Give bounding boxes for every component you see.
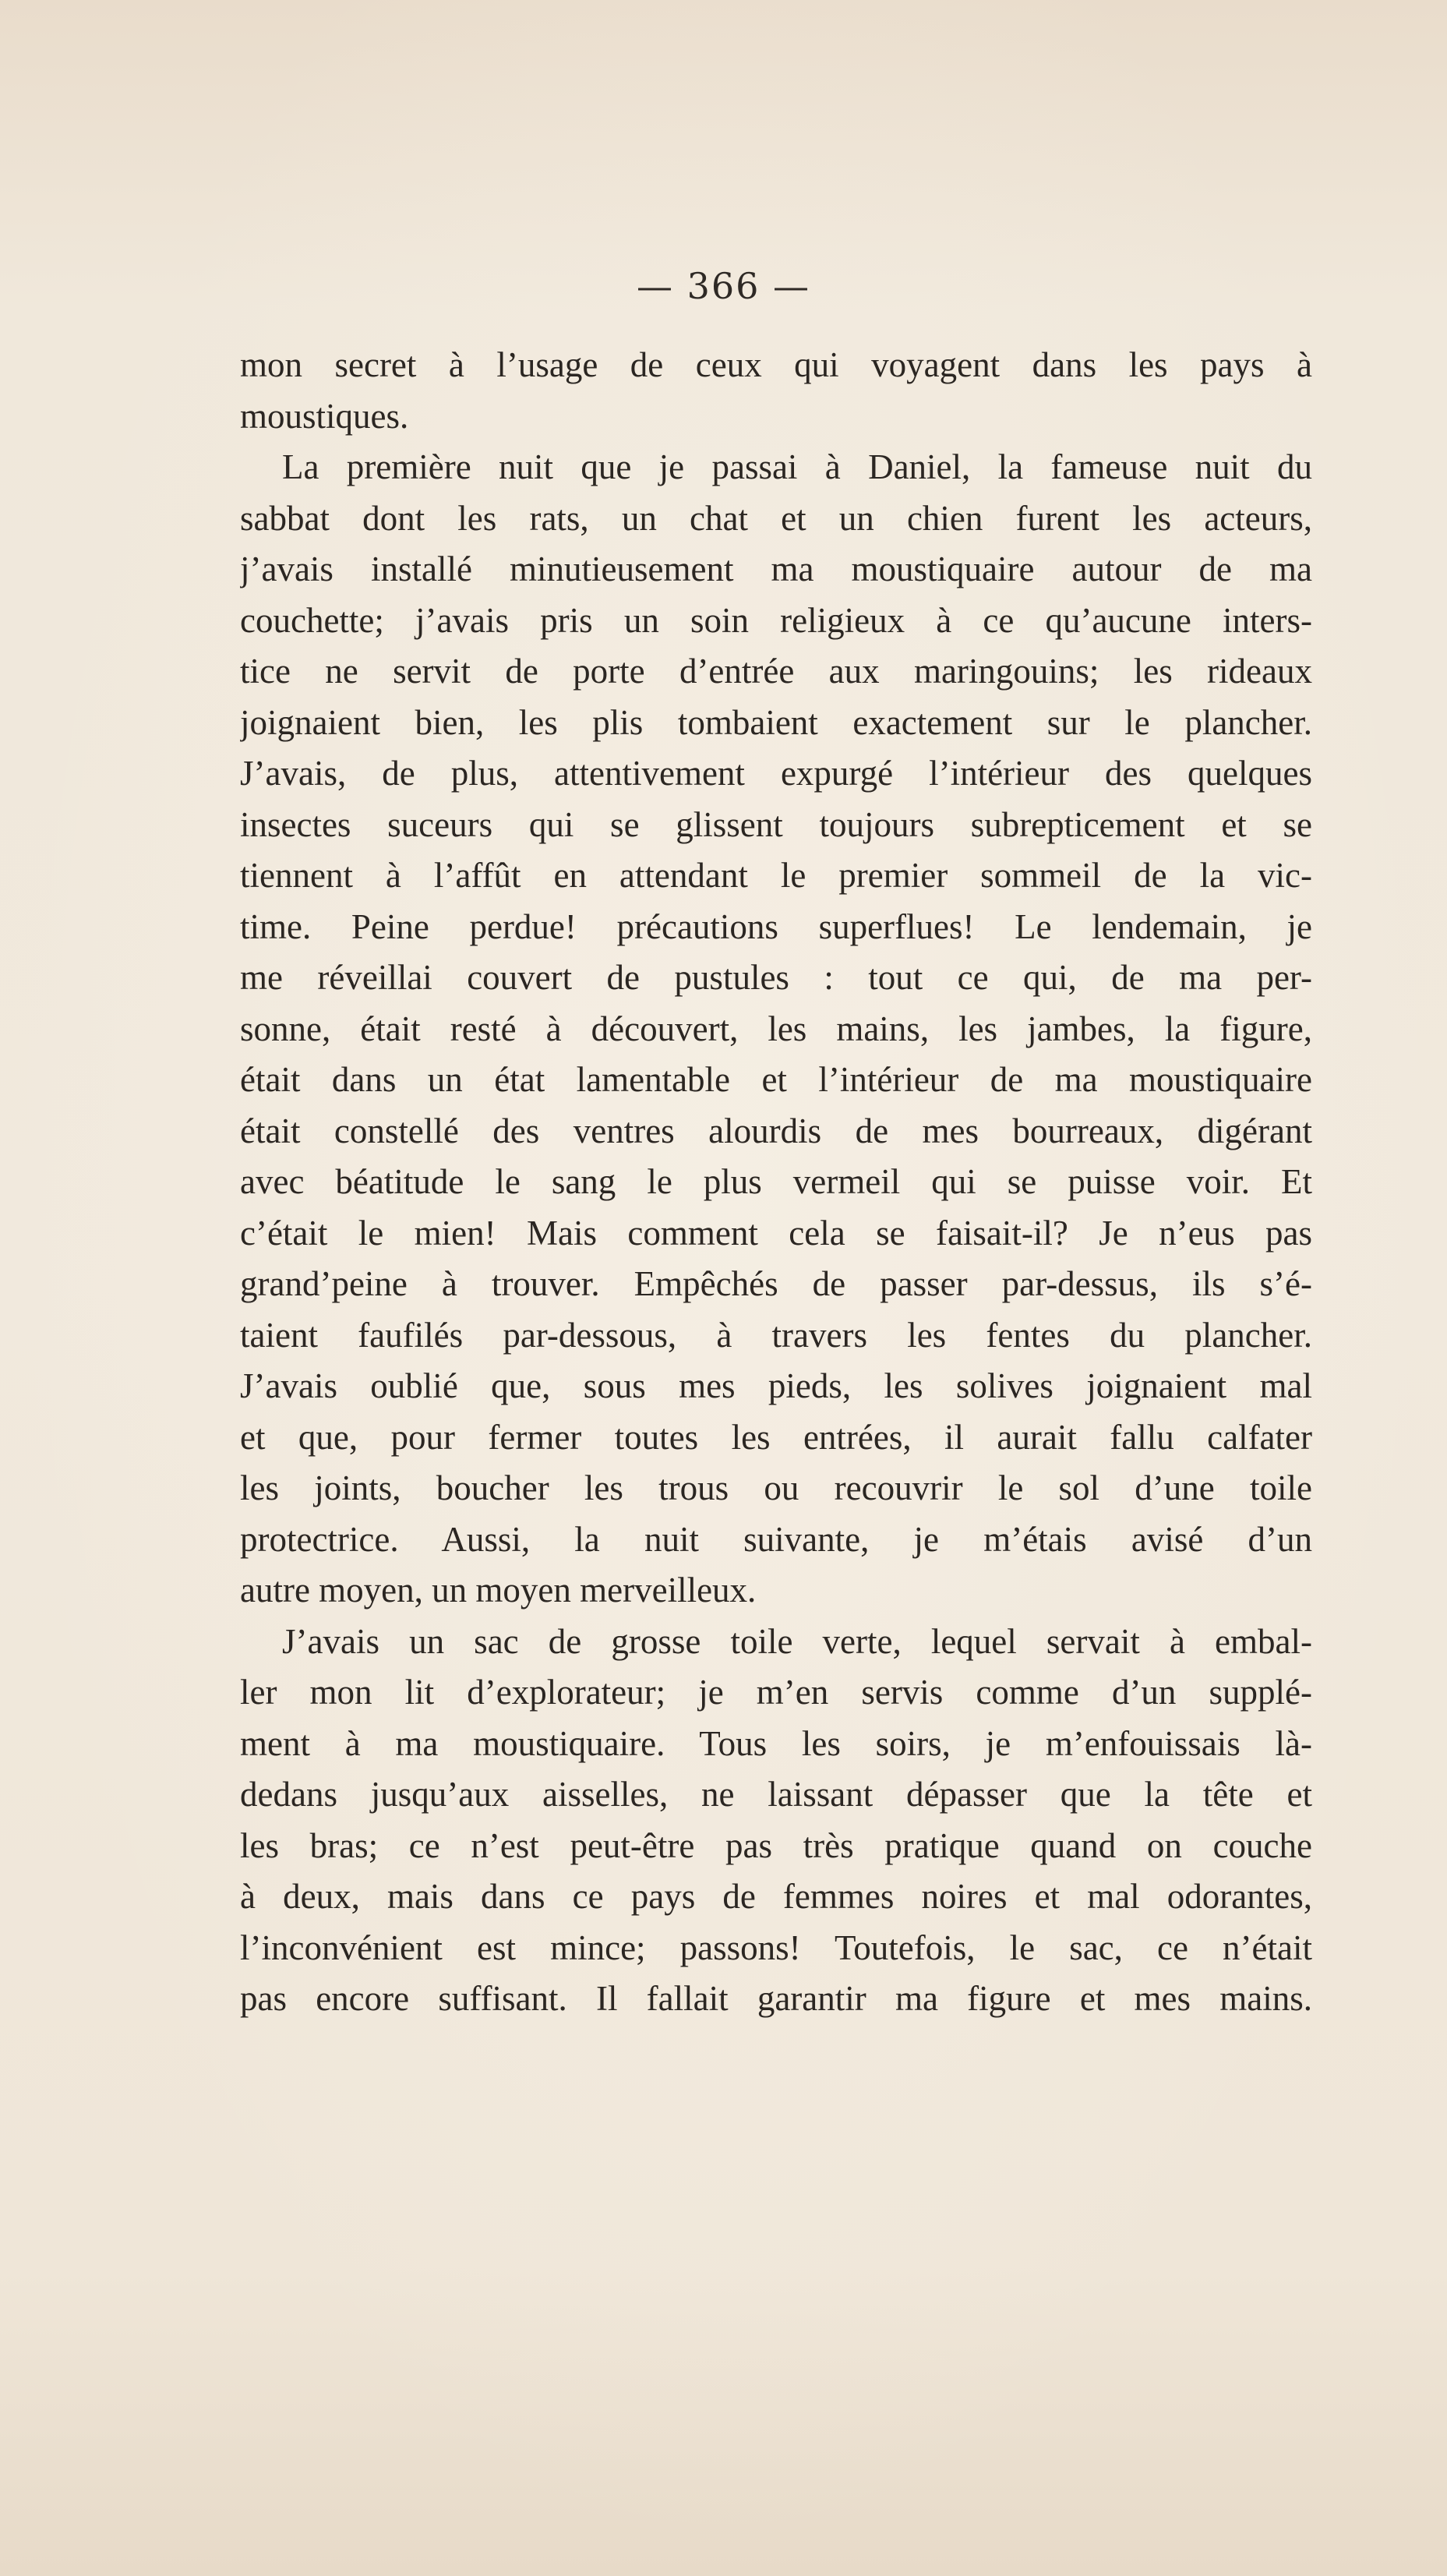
text-line: avec béatitude le sang le plus vermeil qui se puisse voir. Et xyxy=(240,1162,1312,1201)
text-line: grand’peine à trouver. Empêchés de passer par-dessus, ils s’é- xyxy=(240,1264,1312,1303)
text-line: J’avais un sac de grosse toile verte, lequel servait à embal- xyxy=(282,1621,1312,1661)
text-line: autre moyen, un moyen merveilleux. xyxy=(240,1571,757,1610)
text-line: couchette; j’avais pris un soin religieux à ce qu’aucune inters- xyxy=(240,600,1312,640)
body-text xyxy=(240,340,1312,2025)
text-line: mon secret à l’usage de ceux qui voyagent dans les pays à xyxy=(240,345,1312,384)
text-line: était constellé des ventres alourdis de mes bourreaux, digérant xyxy=(240,1111,1312,1150)
page-number: — 366 — xyxy=(636,265,811,307)
text-line: La première nuit que je passai à Daniel, la fameuse nuit du xyxy=(282,447,1312,486)
text-line: taient faufilés par-dessous, à travers les fentes du plancher. xyxy=(240,1315,1312,1355)
text-line: sonne, était resté à découvert, les mains, les jambes, la figure, xyxy=(240,1009,1312,1048)
text-line: ment à ma moustiquaire. Tous les soirs, je m’enfouissais là- xyxy=(240,1723,1312,1763)
text-line: J’avais oublié que, sous mes pieds, les solives joignaient mal xyxy=(240,1366,1312,1405)
text-line: j’avais installé minutieusement ma moustiquaire autour de ma xyxy=(240,549,1312,588)
text-line: me réveillai couvert de pustules : tout ce qui, de ma per- xyxy=(240,958,1312,997)
text-line: c’était le mien! Mais comment cela se faisait-il? Je n’eus pas xyxy=(240,1213,1312,1253)
text-line: était dans un état lamentable et l’intérieur de ma moustiquaire xyxy=(240,1060,1312,1099)
text-line: moustiques. xyxy=(240,396,409,436)
text-line: et que, pour fermer toutes les entrées, il aurait fallu calfater xyxy=(240,1417,1312,1457)
text-line: les joints, boucher les trous ou recouvrir le sol d’une toile xyxy=(240,1468,1312,1507)
text-line: pas encore suffisant. Il fallait garantir ma figure et mes mains. xyxy=(240,1979,1312,2018)
text-line: protectrice. Aussi, la nuit suivante, je m’étais avisé d’un xyxy=(240,1519,1312,1559)
text-line: time. Peine perdue! précautions superflues! Le lendemain, je xyxy=(240,906,1312,946)
text-line: dedans jusqu’aux aisselles, ne laissant dépasser que la tête et xyxy=(240,1775,1312,1814)
text-line: l’inconvénient est mince; passons! Toutefois, le sac, ce n’était xyxy=(240,1928,1312,1967)
text-line: tiennent à l’affût en attendant le premier sommeil de la vic- xyxy=(240,856,1312,895)
text-line: sabbat dont les rats, un chat et un chien furent les acteurs, xyxy=(240,498,1312,538)
text-line: à deux, mais dans ce pays de femmes noires et mal odorantes, xyxy=(240,1877,1312,1916)
text-line: joignaient bien, les plis tombaient exactement sur le plancher. xyxy=(240,702,1312,742)
text-line: les bras; ce n’est peut-être pas très pratique quand on couche xyxy=(240,1825,1312,1865)
text-line: tice ne servit de porte d’entrée aux maringouins; les rideaux xyxy=(240,652,1312,691)
text-line: J’avais, de plus, attentivement expurgé l’intérieur des quelques xyxy=(240,754,1312,793)
text-line: insectes suceurs qui se glissent toujours subrepticement et se xyxy=(240,804,1312,844)
text-line: ler mon lit d’explorateur; je m’en servis comme d’un supplé- xyxy=(240,1673,1312,1712)
